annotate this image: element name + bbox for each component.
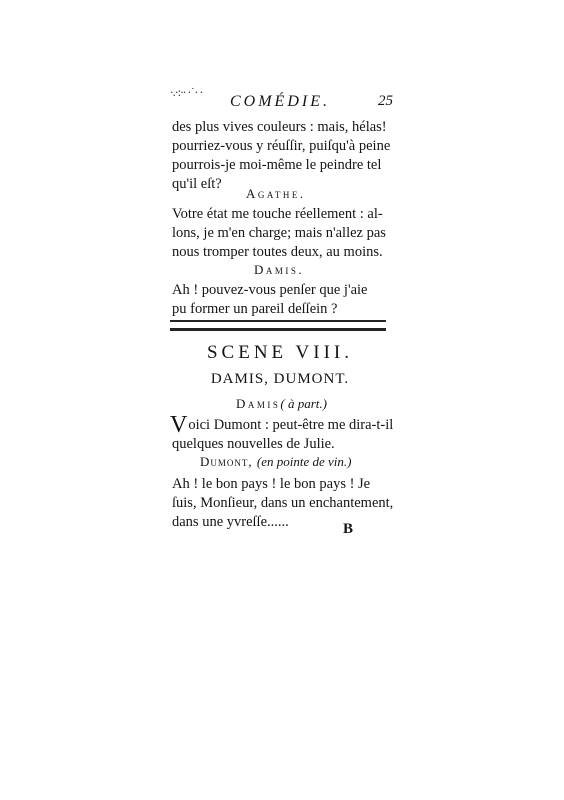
drop-capital: V <box>170 412 188 438</box>
speaker-dumont <box>200 454 351 470</box>
signature-mark: B <box>343 521 354 537</box>
stage-direction: (en pointe de vin.) <box>256 454 352 469</box>
speaker-agathe: Agathe. <box>246 186 306 201</box>
text-line <box>170 412 396 438</box>
running-title: COMÉDIE. <box>230 93 330 110</box>
text-line: Votre état me touche réellement : al- <box>172 206 383 222</box>
speaker-damis: Damis. <box>254 262 305 277</box>
text-run: oici Dumont : peut-être me dira-t-il <box>188 417 394 433</box>
text-line: qu'il eſt? <box>172 176 222 192</box>
scene-characters: DAMIS, DUMONT. <box>210 371 350 387</box>
text-line: dans une yvreſſe...... <box>172 514 289 530</box>
speaker-name: Damis <box>236 396 281 411</box>
page-number: 25 <box>378 93 393 109</box>
text-line: pourrois-je moi-même le peindre tel <box>172 157 382 173</box>
text-line: quelques nouvelles de Julie. <box>172 436 335 452</box>
text-line: Ah ! le bon pays ! le bon pays ! Je <box>172 476 371 492</box>
section-divider <box>170 320 386 331</box>
speaker-name: Dumont, <box>200 454 253 469</box>
text-line: pu former un pareil deſſein ? <box>172 301 338 317</box>
stage-direction: ( à part.) <box>280 396 327 411</box>
text-line: Ah ! pouvez-vous penſer que j'aie <box>172 282 368 298</box>
header-ornament: ·.·:·· ·˙· · <box>170 86 203 99</box>
scene-title: SCENE VIII. <box>206 342 354 363</box>
text-line: ſuis, Monſieur, dans un enchantement, <box>172 495 394 511</box>
text-line: des plus vives couleurs : mais, hélas! <box>172 119 387 135</box>
speaker-damis-aside <box>236 396 327 412</box>
text-line: nous tromper toutes deux, au moins. <box>172 244 383 260</box>
text-line: pourriez-vous y réuſſir, puiſqu'à peine <box>172 138 391 154</box>
text-line: lons, je m'en charge; mais n'allez pas <box>172 225 386 241</box>
